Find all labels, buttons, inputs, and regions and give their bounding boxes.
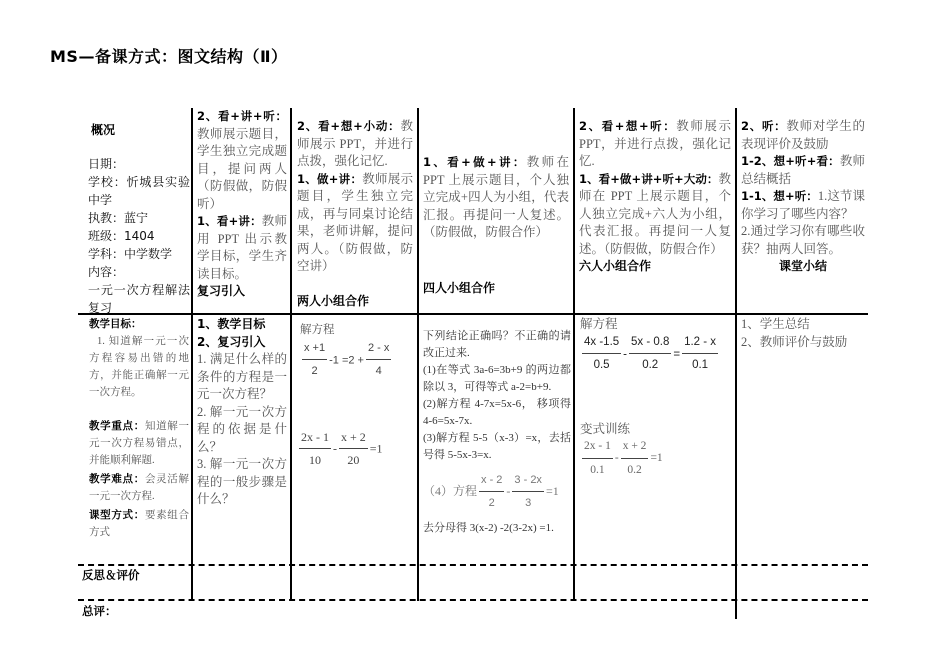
step-label: 1、做+讲： <box>297 171 363 186</box>
review-question: 2. 解一元一次方程的依据是什么？ <box>197 404 287 454</box>
step-label: 1、看+讲： <box>197 214 262 228</box>
pair-exercise-cell <box>300 322 415 470</box>
numerator: 1.2 - x <box>682 334 718 355</box>
numerator: 3 - 2x <box>512 472 544 492</box>
denominator: 2 <box>488 497 495 509</box>
numerator: 2x - 1 <box>299 429 331 450</box>
row-divider <box>78 313 868 315</box>
stage-label: 六人小组合作 <box>579 259 652 273</box>
denominator: 0.2 <box>642 359 659 371</box>
step-text: 教师在 PPT 上展示题目，个人独立完成+六人为小组，代表汇报。再提问一人复述。（防假做，防假合作） <box>579 171 731 256</box>
key-point-label: 教学重点： <box>89 420 145 432</box>
group6-exercise-cell <box>580 316 732 479</box>
reflection-label: 反思＆评价 <box>82 568 140 582</box>
step-text: 教师对学生的表现评价及鼓励 <box>741 119 865 151</box>
summary-work-cell <box>741 118 865 276</box>
step-label: 2、看+讲+听： <box>197 109 287 123</box>
stage-label: 两人小组合作 <box>297 293 370 308</box>
exercise-label: 解方程 <box>580 317 618 331</box>
equation <box>580 438 732 479</box>
step-text: 教师在 PPT 上展示题目，个人独立完成+四人为小组，代表汇报。再提问一人复述。（防假做，防假合作） <box>423 155 569 239</box>
step-text: 教师用 PPT 出示教学目标，学生齐读目标。 <box>197 214 287 281</box>
lesson-type-text: 要素组合方式 <box>89 510 189 538</box>
equation <box>300 340 415 381</box>
page-title: MS—备课方式：图文结构（Ⅱ） <box>50 47 288 66</box>
equation-rhs: =1 <box>369 440 383 455</box>
stage-label: 四人小组合作 <box>423 281 496 295</box>
numerator: x +1 <box>302 340 327 361</box>
pair-work-cell <box>297 118 413 313</box>
difficulty-text: 会灵活解一元一次方程. <box>89 474 189 502</box>
column-divider <box>573 108 575 601</box>
goal-label: 教学目标： <box>89 318 142 330</box>
step-text: 教师展示 PPT，并进行点拨，强化记忆. <box>579 119 731 168</box>
denominator: 0.2 <box>627 463 642 476</box>
equation-rhs: =1 <box>545 483 559 498</box>
exercise-result: 去分母得 3(x-2) -2(3-2x) =1. <box>423 522 554 534</box>
numerator: x + 2 <box>339 429 368 450</box>
equation-operator: - <box>333 440 337 455</box>
denominator: 2 <box>311 365 318 377</box>
step-text: 教师展示 PPT，并进行点拨，强化记忆. <box>297 119 413 168</box>
difficulty-label: 教学难点： <box>89 473 145 485</box>
denominator: 4 <box>375 365 382 377</box>
stage-label: 课堂小结 <box>778 259 827 273</box>
step-label: 1-2、想+听+看： <box>741 154 840 168</box>
column-divider <box>417 108 419 601</box>
variant-label: 变式训练 <box>580 421 631 436</box>
column-divider <box>735 108 737 619</box>
numerator: x + 2 <box>621 438 649 459</box>
review-question: 3. 解一元一次方程的一般步骤是什么？ <box>197 457 287 506</box>
summary-cell <box>741 316 865 351</box>
equation <box>423 472 571 512</box>
overview-line: 日期： <box>88 157 125 171</box>
overview-line: 一元一次方程解法复习 <box>88 283 190 315</box>
group4-work-cell <box>423 154 569 313</box>
equation <box>580 334 732 375</box>
summary-item: 1、学生总结 <box>741 317 810 331</box>
teaching-goals-cell <box>89 316 189 541</box>
overall-evaluation-label: 总评： <box>82 604 117 618</box>
overview-line: 内容： <box>88 265 125 279</box>
step-text: 教师总结概括 <box>741 154 865 186</box>
overview-line: 学校：忻城县实验中学 <box>88 175 190 207</box>
column-divider <box>191 108 193 601</box>
review-heading: 1、教学目标 <box>197 317 266 331</box>
equation-operator: -1 =2 + <box>329 353 364 366</box>
denominator: 20 <box>347 453 360 467</box>
denominator: 3 <box>525 497 532 509</box>
exercise-item: (1)在等式 3a-6=3b+9 的两边都除以 3，可得等式 a-2=b+9. <box>423 364 571 393</box>
step-text: 教师展示题目，学生独立完成题目，提问两人（防假做，防假听） <box>197 126 287 211</box>
exercise-prefix: （4）方程 <box>423 483 478 498</box>
numerator: 5x - 0.8 <box>629 334 671 355</box>
equation-operator: - <box>506 483 511 498</box>
step-label: 1、看+做+讲： <box>423 155 527 169</box>
review-intro-cell <box>197 108 287 301</box>
summary-item: 2、教师评价与鼓励 <box>741 334 848 349</box>
step-text: 1.这节课你学习了哪些内容？ <box>741 189 865 221</box>
overview-heading: 概况 <box>91 123 116 137</box>
exercise-item: (3)解方程 5-5（x-3）=x，去括号得 5-5x-3=x. <box>423 432 571 461</box>
lesson-type-label: 课型方式： <box>89 509 145 521</box>
column-divider <box>290 108 292 601</box>
numerator: 4x -1.5 <box>582 334 621 355</box>
step-label: 2、看+想+听： <box>579 119 677 133</box>
equation-operator: - <box>614 452 619 465</box>
group6-work-cell <box>579 118 731 276</box>
step-text: 教师展示题目，学生独立完成，再与同桌讨论结果，老师讲解，提问两人。（防假做，防空讲） <box>297 171 413 273</box>
exercise-intro: 下列结论正确吗？不正确的请改正过来. <box>423 330 571 359</box>
step-label: 1、看+做+讲+听+大动： <box>579 171 719 186</box>
key-point-text: 知道解一元一次方程易错点，并能顺利解题. <box>89 421 189 466</box>
dashed-row-divider <box>78 564 868 566</box>
step-text: 2.通过学习你有哪些收获？抽两人回答。 <box>741 224 865 256</box>
dashed-row-divider <box>78 599 868 601</box>
overview-line: 班级：1404 <box>88 229 155 243</box>
group4-exercise-cell <box>423 328 571 537</box>
overview-line: 学科：中学数学 <box>88 247 173 261</box>
denominator: 0.5 <box>593 359 610 371</box>
denominator: 0.1 <box>692 359 709 371</box>
step-label: 2、看+想+小动： <box>297 119 401 133</box>
equation-operator: = <box>673 348 681 361</box>
exercise-label: 解方程 <box>300 324 335 336</box>
overview-cell <box>88 121 190 317</box>
exercise-item: (2)解方程 4-7x=5x-6， 移项得 4-6=5x-7x. <box>423 398 571 427</box>
review-heading: 2、复习引入 <box>197 334 266 349</box>
overview-line: 执教：蓝宁 <box>88 211 149 225</box>
numerator: x - 2 <box>479 472 504 492</box>
review-questions-cell <box>197 316 287 509</box>
equation-operator: - <box>623 348 628 361</box>
step-label: 2、听： <box>741 119 787 133</box>
denominator: 10 <box>309 453 321 467</box>
step-label: 1-1、想+听： <box>741 189 818 203</box>
equation-rhs: =1 <box>650 452 663 465</box>
denominator: 0.1 <box>590 463 605 476</box>
review-question: 1. 满足什么样的条件的方程是一元一次方程？ <box>197 352 287 401</box>
equation <box>297 429 415 470</box>
goal-text: 1. 知道解一元一次方程容易出错的地方，并能正确解一元一次方程。 <box>89 336 189 398</box>
numerator: 2 - x <box>366 340 391 361</box>
stage-label: 复习引入 <box>197 284 246 298</box>
numerator: 2x - 1 <box>582 438 613 459</box>
